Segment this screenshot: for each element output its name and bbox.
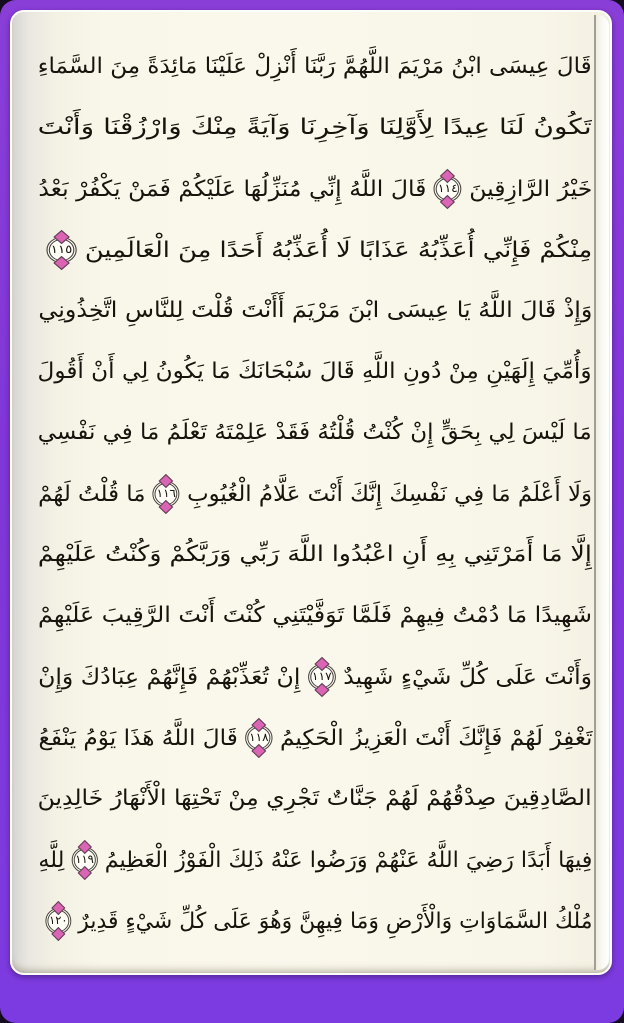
verse-number: ١١٩: [74, 851, 94, 866]
mushaf-line: [38, 585, 592, 646]
ayah-text: مَا لَيْسَ لِي بِحَقٍّ إِنْ كُنْتُ قُلْتُهُ فَقَدْ عَلِمْتَهُ تَعْلَمُ مَا فِي نَفْسِي: [38, 420, 592, 445]
ayah-text: تَغْفِرْ لَهُمْ فَإِنَّكَ أَنْتَ الْعَزِيزُ الْحَكِيمُ: [279, 725, 592, 750]
ayah-text: تَكُونُ لَنَا عِيدًا لِأَوَّلِنَا وَآخِرِنَا وَآيَةً مِنْكَ وَارْزُقْنَا وَأَنْتَ: [38, 115, 592, 140]
ayah-end-marker-icon: [434, 176, 462, 202]
ayah-end-marker-icon: [71, 847, 97, 873]
ayah-end-marker-icon: [45, 908, 71, 934]
ayah-text: فِيهَا أَبَدًا رَضِيَ اللَّهُ عَنْهُمْ وَرَضُوا عَنْهُ ذَلِكَ الْفَوْزُ الْعَظِيمُ: [104, 847, 592, 872]
ayah-text: لِلَّهِ: [38, 847, 64, 872]
ayah-end-marker-icon: [308, 664, 336, 690]
mushaf-line: [38, 463, 592, 524]
ayah-text: وَإِذْ قَالَ اللَّهُ يَا عِيسَى ابْنَ مَرْيَمَ أَأَنْتَ قُلْتَ لِلنَّاسِ اتَّخِذُونِي: [38, 298, 592, 323]
ayah-text: شَهِيدًا مَا دُمْتُ فِيهِمْ فَلَمَّا تَوَفَّيْتَنِي كُنْتَ أَنْتَ الرَّقِيبَ عَلَيْهِمْ: [38, 603, 592, 628]
mushaf-line: [38, 341, 592, 402]
ayah-text: مِنْكُمْ فَإِنِّي أُعَذِّبُهُ عَذَابًا لَا أُعَذِّبُهُ أَحَدًا مِنَ الْعَالَمِينَ: [84, 237, 592, 262]
ayah-text: وَلَا أَعْلَمُ مَا فِي نَفْسِكَ إِنَّكَ أَنْتَ عَلَّامُ الْغُيُوبِ: [187, 481, 592, 506]
ayah-text: قَالَ اللَّهُ إِنِّي مُنَزِّلُهَا عَلَيْكُمْ فَمَنْ يَكْفُرْ بَعْدُ: [38, 176, 427, 201]
ayah-text: مَا قُلْتُ لَهُمْ: [38, 481, 146, 506]
ayah-text: قَالَ اللَّهُ هَذَا يَوْمُ يَنْفَعُ: [38, 725, 238, 750]
mushaf-page[interactable]: [10, 10, 612, 975]
verse-number: ١١٥: [50, 241, 73, 256]
verse-number: ١١٨: [248, 729, 269, 744]
mushaf-line: [38, 646, 592, 707]
mushaf-lines: [38, 36, 592, 963]
mushaf-line: [38, 707, 592, 768]
verse-number: ١١٧: [311, 668, 332, 683]
ayah-text: وَأُمِّيَ إِلَهَيْنِ مِنْ دُونِ اللَّهِ قَالَ سُبْحَانَكَ مَا يَكُونُ لِي أَنْ أَقُولَ: [38, 359, 592, 384]
ayah-text: مُلْكُ السَّمَاوَاتِ وَالْأَرْضِ وَمَا فِيهِنَّ وَهُوَ عَلَى كُلِّ شَيْءٍ قَدِيرٌ: [77, 908, 593, 933]
mushaf-line: [38, 829, 592, 890]
mushaf-line: [38, 219, 592, 280]
ayah-end-marker-icon: [46, 237, 76, 263]
mushaf-line: [38, 768, 592, 829]
mushaf-line: [38, 36, 592, 97]
mushaf-line: [38, 402, 592, 463]
ayah-text: إِنْ تُعَذِّبْهُمْ فَإِنَّهُمْ عِبَادُكَ وَإِنْ: [38, 664, 301, 689]
mushaf-line: [38, 158, 592, 219]
mushaf-line: [38, 280, 592, 341]
mushaf-line: [38, 524, 592, 585]
verse-number: ١١٤: [437, 180, 458, 195]
ayah-text: خَيْرُ الرَّازِقِينَ: [468, 176, 592, 201]
mushaf-line: [38, 890, 592, 951]
ayah-text: إِلَّا مَا أَمَرْتَنِي بِهِ أَنِ اعْبُدُوا اللَّهَ رَبِّي وَرَبَّكُمْ وَكُنْتُ عَلَيْهِمْ: [38, 542, 592, 567]
ayah-text: قَالَ عِيسَى ابْنُ مَرْيَمَ اللَّهُمَّ رَبَّنَا أَنْزِلْ عَلَيْنَا مَائِدَةً مِنَ السَّمَاءِ: [38, 54, 592, 79]
verse-number: ١١٦: [156, 485, 176, 500]
ayah-text: وَأَنْتَ عَلَى كُلِّ شَيْءٍ شَهِيدٌ: [343, 664, 592, 689]
ayah-text: الصَّادِقِينَ صِدْقُهُمْ لَهُمْ جَنَّاتٌ تَجْرِي مِنْ تَحْتِهَا الْأَنْهَارُ خَالِدِينَ: [38, 786, 592, 811]
ayah-end-marker-icon: [245, 725, 272, 751]
mushaf-line: [38, 97, 592, 158]
ayah-end-marker-icon: [153, 481, 180, 507]
verse-number: ١٢٠: [48, 912, 68, 927]
book-page-stack-edge: [594, 15, 609, 970]
